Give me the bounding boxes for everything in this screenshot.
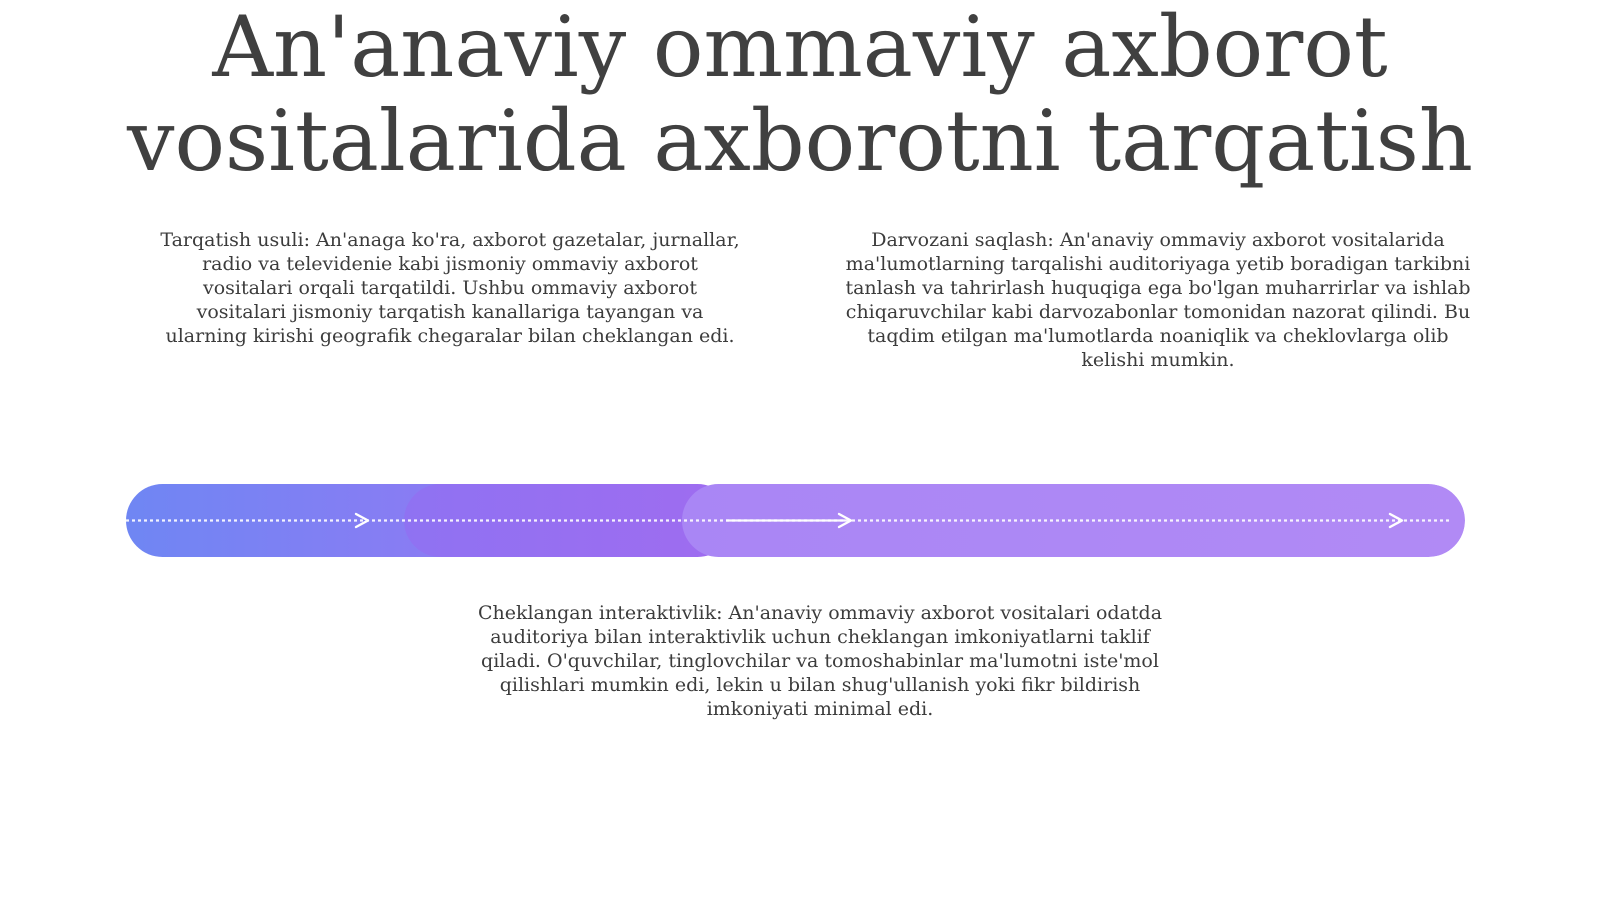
slide-title: An'anaviy ommaviy axborot vositalarida axborotni tarqatish — [127, 0, 1473, 190]
timeline-graphic — [126, 484, 1465, 557]
timeline-bar — [126, 484, 1465, 557]
limited-interactivity-text: Cheklangan interaktivlik: An'anaviy ommaviy axborot vositalari odatda auditoriya bilan interaktivlik uchun cheklangan imkoniyatlarni taklif qiladi. O'quvchilar, tinglovchilar va tomoshabinlar ma'lumotni iste'mol qilishlari mumkin edi, lekin u bilan shug'ullanish yoki fikr bildirish imkoniyati minimal edi. — [477, 602, 1163, 720]
distribution-method-text: Tarqatish usuli: An'anaga ko'ra, axborot gazetalar, jurnallar, radio va televidenie kabi jismoniy ommaviy axborot vositalari orqali tarqatildi. Ushbu ommaviy axborot vositalari jismoniy tarqatish kanallariga tayangan va ularning kirishi geografik chegaralar bilan cheklangan edi. — [160, 229, 740, 347]
gatekeeping-text: Darvozani saqlash: An'anaviy ommaviy axborot vositalarida ma'lumotlarning tarqalishi auditoriyaga yetib boradigan tarkibni tanlash va tahrirlash huquqiga ega bo'lgan muharrirlar va ishlab chiqaruvchilar kabi darvozabonlar tomonidan nazorat qilindi. Bu taqdim etilgan ma'lumotlarda noaniqlik va cheklovlarga olib kelishi mumkin. — [845, 229, 1471, 371]
